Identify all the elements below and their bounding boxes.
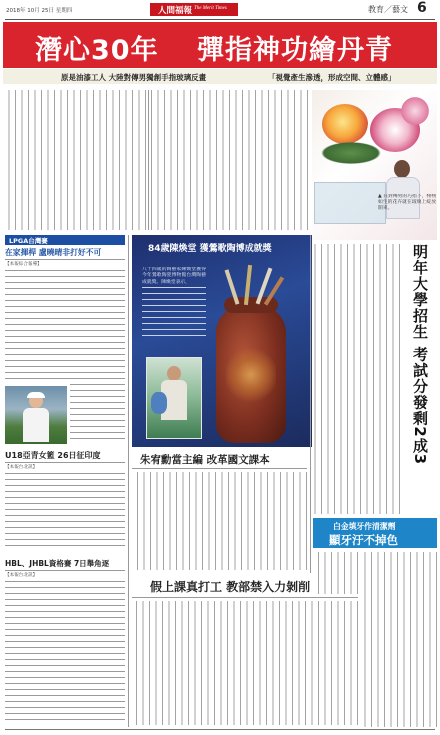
hbl-rule <box>5 570 125 571</box>
university-body <box>314 244 400 514</box>
main-story-body-left <box>6 90 146 230</box>
col-separator-1 <box>148 90 149 230</box>
hbl-body <box>5 573 125 725</box>
page-number: 6 <box>417 0 427 16</box>
subhead-bar <box>3 69 437 84</box>
summer-job-rule <box>132 597 358 598</box>
logo-en: The Merit Times <box>194 6 227 11</box>
lpga-rule <box>5 259 125 260</box>
leaves <box>316 140 386 166</box>
textbook-rule <box>132 468 307 469</box>
vase-pattern <box>226 345 276 405</box>
teeth-body <box>362 552 437 727</box>
logo-text: 人間福報 <box>158 6 193 16</box>
lpga-dateline: 【本報綜合報導】 <box>5 262 42 267</box>
textbook-body <box>132 472 307 570</box>
summer-job-body <box>132 601 358 725</box>
pottery-caption: 八十四歲的陶藝家陳煥堂獲得今年鶯歌陶瓷博物館台灣陶藝成就獎。陳煥堂表示， <box>142 267 206 337</box>
hbl-dateline: 【本報台北訊】 <box>5 573 38 578</box>
flower-1 <box>322 104 368 144</box>
lpga-headline: 在家揮桿 盧曉晴非打好不可 <box>5 248 102 257</box>
hbl-headline: HBL、JHBL資格賽 7日舉角逐 <box>5 559 110 568</box>
summer-job-headline: 假上課真打工 教部禁入力剝削 <box>150 580 311 594</box>
col-separator-2 <box>128 235 129 727</box>
section-label: 教育／藝文 <box>368 5 408 14</box>
textbook-headline: 朱宥勳當主編 改革國文課本 <box>140 454 270 466</box>
date-line: 2018年 10月 25日 星期四 <box>6 8 73 14</box>
headline-right: 彈指神功繪丹青 <box>197 35 393 66</box>
pottery-headline: 84歲陳煥堂 獲鶯歌陶博成就獎 <box>148 244 272 254</box>
u18-dateline: 【本報台北訊】 <box>5 465 38 470</box>
artist-photo <box>146 357 202 439</box>
glass-panel <box>314 182 386 224</box>
golfer-body <box>23 408 49 442</box>
subhead-2: 「視覺產生滲透，形成空間、立體感」 <box>268 73 396 82</box>
painting-photo <box>312 90 437 240</box>
golfer-photo <box>5 386 67 444</box>
lpga-body-2 <box>70 384 125 442</box>
lpga-tag: LPGA台灣賽 <box>5 235 125 245</box>
u18-rule <box>5 462 125 463</box>
teeth-banner <box>313 518 437 548</box>
col-separator-3 <box>310 235 311 573</box>
flower-3 <box>398 96 432 126</box>
masthead-rule <box>5 19 435 20</box>
teeth-headline-1: 白金填牙作清潔劑 <box>333 522 396 531</box>
golfer-cap <box>27 392 45 398</box>
pottery-block <box>132 235 312 447</box>
teeth-body-2 <box>313 552 358 594</box>
main-story-body-center <box>150 90 308 230</box>
title-banner <box>3 22 437 68</box>
photo-caption: ▲ 在對傳男的巧指下，栩栩如生的花卉就在玻璃上綻放開來。 <box>378 194 436 211</box>
u18-body <box>5 465 125 553</box>
subhead-1: 原是油漆工人 大陸對傳男獨創手指玻璃反畫 <box>61 73 207 82</box>
university-headline: 明年大學招生 考試分發剩2成3 <box>411 244 429 466</box>
page-bottom-rule <box>5 729 435 730</box>
headline-left: 潛心30年 <box>35 35 159 66</box>
u18-headline: U18亞青女籃 26日征印度 <box>5 451 101 460</box>
lpga-body <box>5 262 125 382</box>
masthead <box>0 0 440 20</box>
teeth-headline-2: 顯牙汙不掉色 <box>329 533 398 547</box>
